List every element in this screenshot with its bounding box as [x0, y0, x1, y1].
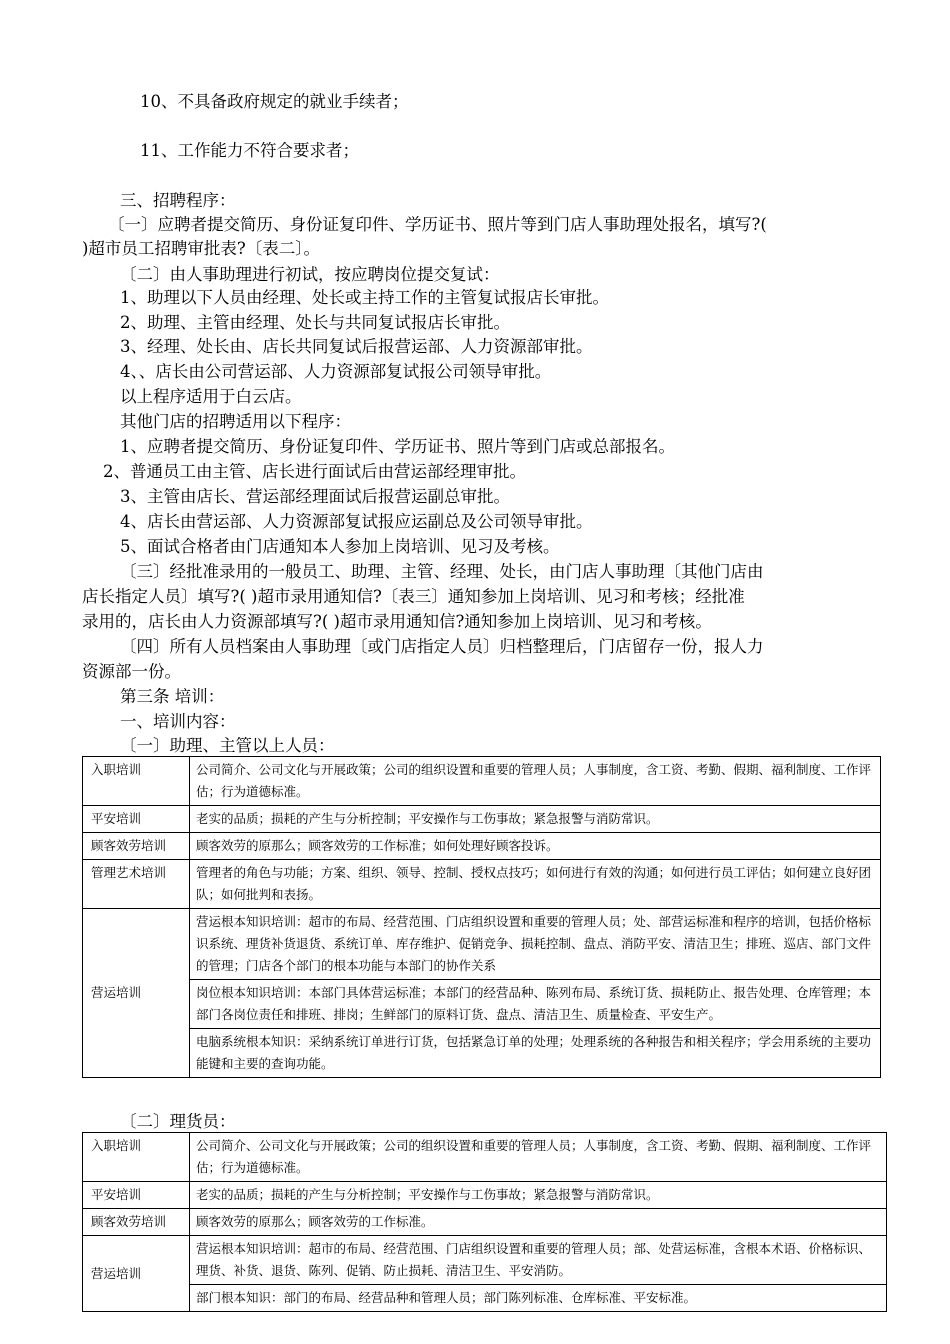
text-line: 〔一〕应聘者提交简历、身份证复印件、学历证书、照片等到门店人事助理处报名，填写?(: [108, 215, 767, 234]
text-line: 〔三〕经批准录用的一般员工、助理、主管、经理、处长，由门店人事助理〔其他门店由: [120, 562, 764, 581]
table-row: [83, 757, 881, 806]
table-category: 管理艺术培训: [83, 860, 190, 909]
text-line: 录用的，店长由人力资源部填写?( )超市录用通知信?通知参加上岗培训、见习和考核。: [82, 612, 712, 631]
table-row: [83, 1029, 881, 1078]
section-heading: 第三条 培训：: [120, 687, 225, 706]
table-row: [83, 980, 881, 1029]
section-heading: 〔一〕助理、主管以上人员：: [120, 736, 335, 755]
table-category: 顾客效劳培训: [83, 833, 190, 860]
table-content: 部门根本知识：部门的布局、经营品种和管理人员；部门陈列标准、仓库标准、平安标准。: [190, 1285, 887, 1312]
list-item: 5、面试合格者由门店通知本人参加上岗培训、见习及考核。: [120, 537, 560, 556]
table-content: 营运根本知识培训：超市的布局、经营范围、门店组织设置和重要的管理人员；部、处营运标准，含根本术语、价格标识、理货、补货、退货、陈列、促销、防止损耗、清洁卫生、平安消防。: [190, 1236, 887, 1285]
section-heading: 三、招聘程序：: [120, 191, 236, 210]
table-content: 老实的品质；损耗的产生与分析控制；平安操作与工伤事故；紧急报警与消防常识。: [190, 806, 881, 833]
table-content: 岗位根本知识培训：本部门具体营运标准；本部门的经营品种、陈列布局、系统订货、损耗防止、报告处理、仓库管理；本部门各岗位责任和排班、排岗；生鲜部门的原料订货、盘点、清洁卫生、质量检查、平安生产。: [190, 980, 881, 1029]
text-line: 10、不具备政府规定的就业手续者；: [140, 92, 409, 111]
list-item: 1、应聘者提交简历、身份证复印件、学历证书、照片等到门店或总部报名。: [120, 437, 675, 456]
section-heading: 一、培训内容：: [120, 712, 236, 731]
text-line: 资源部一份。: [82, 662, 181, 681]
list-item: 3、主管由店长、营运部经理面试后报营运副总审批。: [120, 487, 510, 506]
table-content: 顾客效劳的原那么；顾客效劳的工作标准。: [190, 1209, 887, 1236]
text-line: 〔四〕所有人员档案由人事助理〔或门店指定人员〕归档整理后，门店留存一份，报人力: [120, 637, 764, 656]
table-category: 入职培训: [83, 1133, 190, 1182]
list-item: 1、助理以下人员由经理、处长或主持工作的主管复试报店长审批。: [120, 288, 609, 307]
table-category: 营运培训: [83, 909, 190, 1078]
list-item: 2、助理、主管由经理、处长与共同复试报店长审批。: [120, 313, 510, 332]
list-item: 2、普通员工由主管、店长进行面试后由营运部经理审批。: [103, 462, 526, 481]
table-row: [83, 1209, 887, 1236]
table-content: 管理者的角色与功能；方案、组织、领导、控制、授权点技巧；如何进行有效的沟通；如何进行员工评估；如何建立良好团队；如何批判和表扬。: [190, 860, 881, 909]
text-line: 店长指定人员〕填写?( )超市录用通知信?〔表三〕通知参加上岗培训、见习和考核；经批准: [82, 587, 745, 606]
table-category: 顾客效劳培训: [83, 1209, 190, 1236]
table-content: 公司简介、公司文化与开展政策；公司的组织设置和重要的管理人员；人事制度，含工资、考勤、假期、福利制度、工作评估；行为道德标准。: [190, 1133, 887, 1182]
training-table-stockers: [82, 1132, 887, 1312]
table-row: [83, 833, 881, 860]
table-row: [83, 1236, 887, 1285]
table-category: 营运培训: [83, 1236, 190, 1312]
table-category: 平安培训: [83, 806, 190, 833]
text-line: 〔二〕由人事助理进行初试，按应聘岗位提交复试：: [120, 265, 500, 284]
table-category: 平安培训: [83, 1182, 190, 1209]
table-row: [83, 1182, 887, 1209]
table-row: [83, 1133, 887, 1182]
table-row: [83, 909, 881, 980]
table-content: 电脑系统根本知识：采纳系统订单进行订货，包括紧急订单的处理；处理系统的各种报告和相关程序；学会用系统的主要功能键和主要的查询功能。: [190, 1029, 881, 1078]
list-item: 4、店长由营运部、人力资源部复试报应运副总及公司领导审批。: [120, 512, 593, 531]
table-content: 营运根本知识培训：超市的布局、经营范围、门店组织设置和重要的管理人员；处、部营运标准和程序的培训，包括价格标识系统、理货补货退货、系统订单、库存维护、促销竞争、损耗控制、盘点、消防平安、清洁卫生；排班、巡店、部门文件的管理；门店各个部门的根本功能与本部门的协作关系: [190, 909, 881, 980]
text-line: 以上程序适用于白云店。: [120, 387, 302, 406]
table-category: 入职培训: [83, 757, 190, 806]
table-content: 公司简介、公司文化与开展政策；公司的组织设置和重要的管理人员；人事制度，含工资、考勤、假期、福利制度、工作评估；行为道德标准。: [190, 757, 881, 806]
text-line: 其他门店的招聘适用以下程序：: [120, 412, 351, 431]
table-row: [83, 1285, 887, 1312]
table-row: [83, 860, 881, 909]
text-line: )超市员工招聘审批表?〔表二〕。: [82, 239, 321, 258]
table-content: 顾客效劳的原那么；顾客效劳的工作标准；如何处理好顾客投诉。: [190, 833, 881, 860]
list-item: 4、、店长由公司营运部、人力资源部复试报公司领导审批。: [120, 362, 552, 381]
list-item: 3、经理、处长由、店长共同复试后报营运部、人力资源部审批。: [120, 337, 593, 356]
text-line: 11、工作能力不符合要求者；: [140, 141, 359, 160]
section-heading: 〔二〕理货员：: [120, 1112, 236, 1131]
table-content: 老实的品质；损耗的产生与分析控制；平安操作与工伤事故；紧急报警与消防常识。: [190, 1182, 887, 1209]
training-table-managers: [82, 756, 881, 1078]
table-row: [83, 806, 881, 833]
